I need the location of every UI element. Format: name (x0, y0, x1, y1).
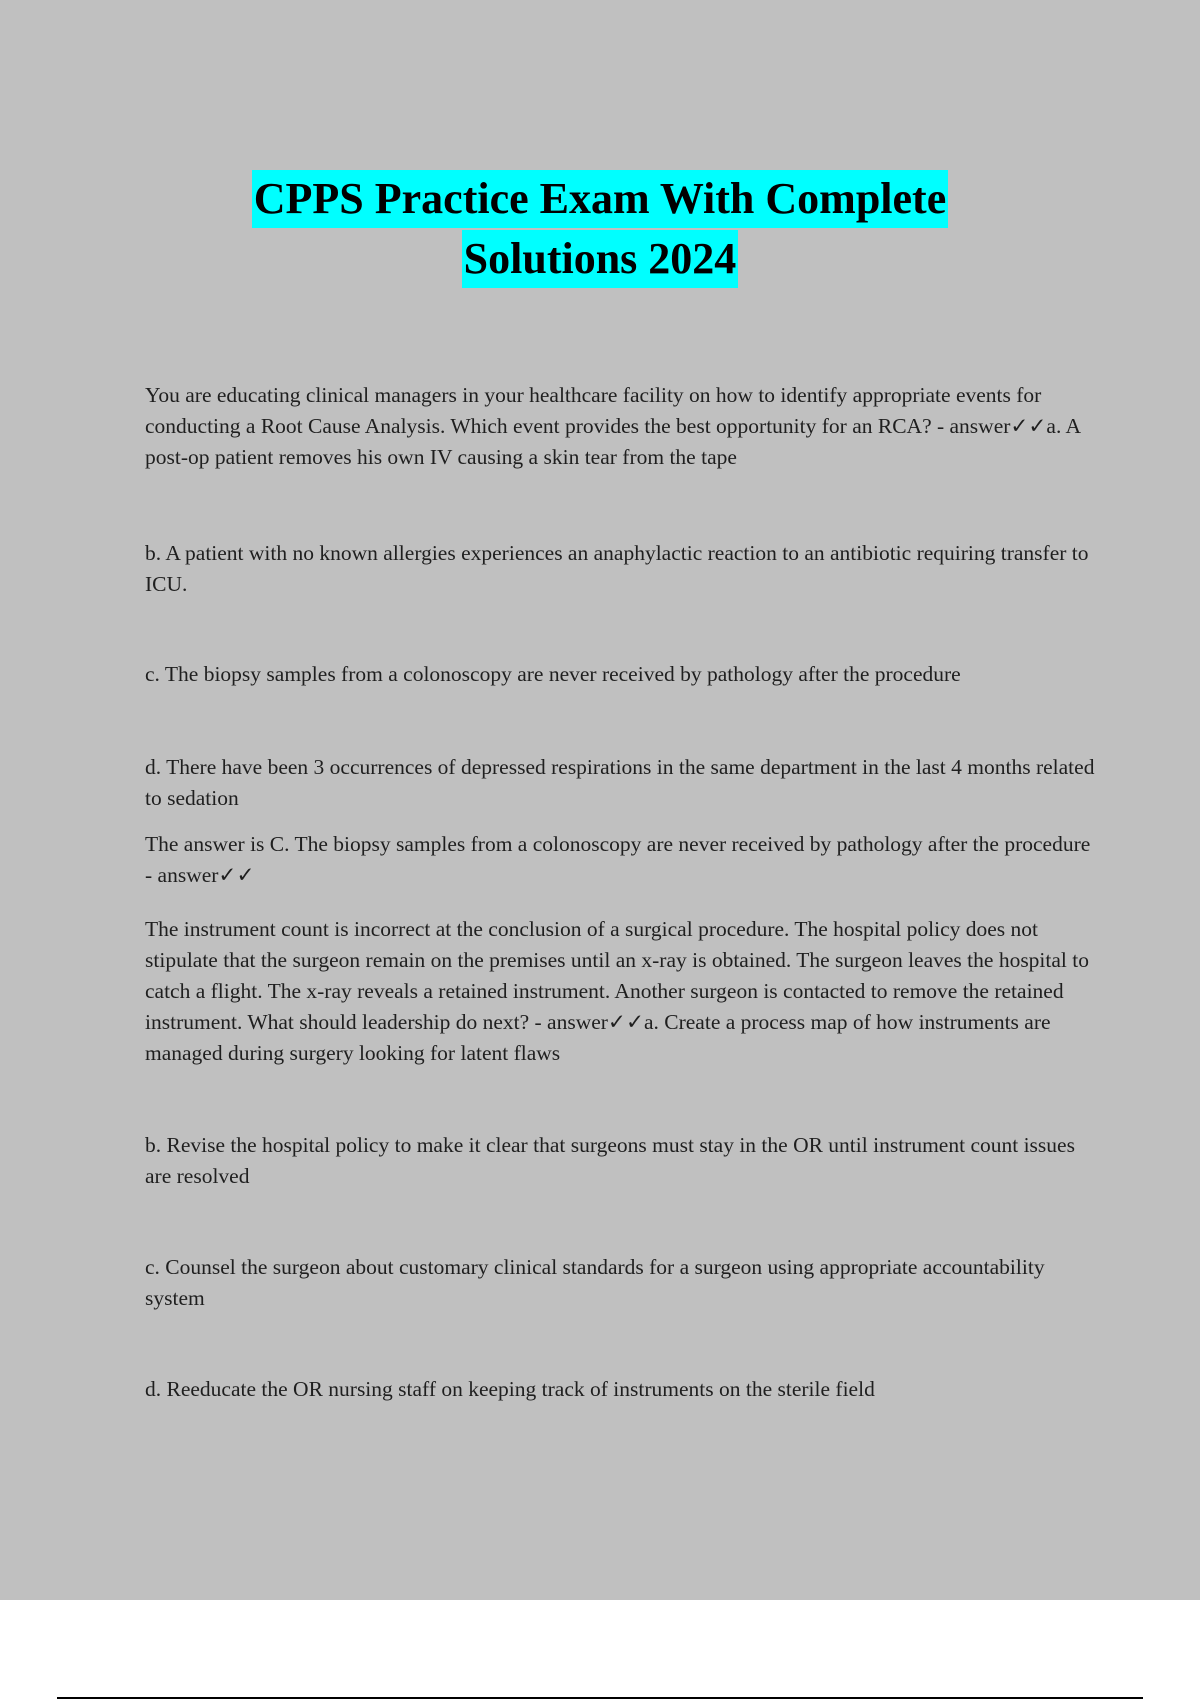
question-1-option-d: d. There have been 3 occurrences of depressed respirations in the same department in the last 4 months related to sedation (145, 755, 1095, 810)
question-1-answer: The answer is C. The biopsy samples from a colonoscopy are never received by pathology after the procedure - answer✓✓ (145, 832, 1091, 887)
question-2-text: The instrument count is incorrect at the conclusion of a surgical procedure. The hospital policy does not stipulate that the surgeon remain on the premises until an x-ray is obtained. The surgeon leaves the hospital to catch a flight. The x-ray reveals a retained instrument. Another surgeon is contacted to remove the retained instrument. What should leadership do next? - answer✓✓a. Create a process map of how instruments are managed during surgery looking for latent flaws (145, 917, 1089, 1065)
question-1-text: You are educating clinical managers in your healthcare facility on how to identify appropriate events for conducting a Root Cause Analysis. Which event provides the best opportunity for an RCA? - answer✓✓a. A post-op patient removes his own IV causing a skin tear from the tape (145, 383, 1080, 469)
title-line-1: CPPS Practice Exam With Complete (252, 170, 948, 228)
footer-divider (57, 1697, 1143, 1699)
document-title (0, 170, 1200, 288)
question-2-option-b: b. Revise the hospital policy to make it clear that surgeons must stay in the OR until instrument count issues are resolved (145, 1133, 1075, 1188)
question-1-option-c: c. The biopsy samples from a colonoscopy are never received by pathology after the procedure (145, 662, 961, 686)
question-2-option-d: d. Reeducate the OR nursing staff on keeping track of instruments on the sterile field (145, 1377, 875, 1401)
question-2-option-c: c. Counsel the surgeon about customary clinical standards for a surgeon using appropriate accountability system (145, 1255, 1045, 1310)
title-line-2: Solutions 2024 (462, 230, 739, 288)
question-1-option-b: b. A patient with no known allergies experiences an anaphylactic reaction to an antibiotic requiring transfer to ICU. (145, 541, 1089, 596)
